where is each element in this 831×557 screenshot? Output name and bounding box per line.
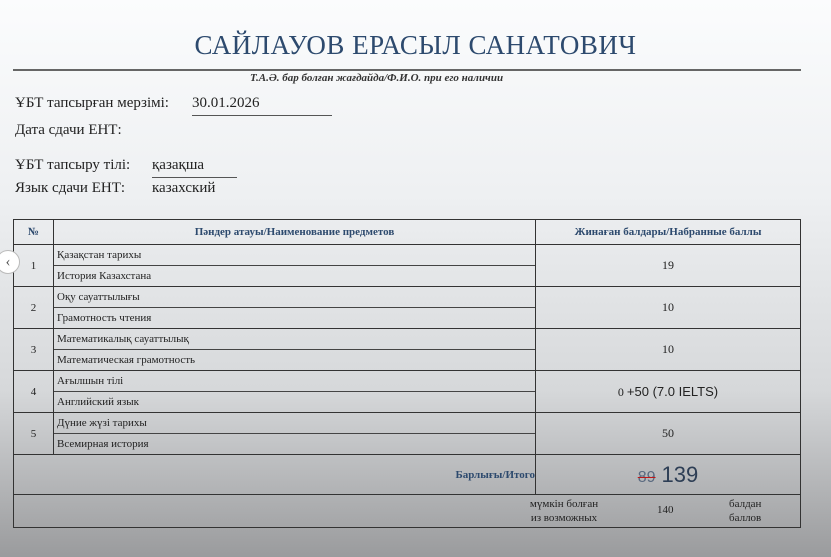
total-old-crossed: 89 [637, 468, 656, 486]
points-kz: балдан [729, 498, 762, 510]
total-row [14, 455, 801, 495]
possible-row [14, 495, 801, 528]
row-number: 3 [14, 329, 54, 371]
subject-kz: Қазақстан тарихы [54, 245, 535, 266]
score: 10 [536, 329, 801, 371]
chevron-left-icon: ‹ [5, 253, 11, 270]
score: 10 [536, 287, 801, 329]
lang-label-kz: ҰБТ тапсыру тілі: [15, 157, 131, 173]
subject-ru: История Казахстана [57, 270, 152, 282]
subject-kz: Оқу сауаттылығы [54, 287, 535, 308]
total-new: 139 [661, 461, 699, 487]
row-number: 1 [14, 245, 54, 287]
table-row [14, 245, 801, 287]
lang-value-kz: қазақша [152, 157, 237, 178]
possible-ru: из возможных [530, 512, 598, 524]
subject-kz: Ағылшын тілі [54, 371, 535, 392]
divider [13, 69, 801, 71]
subject-ru: Английский язык [57, 396, 139, 408]
date-value: 30.01.2026 [192, 95, 332, 116]
subject-kz: Математикалық сауаттылық [54, 329, 535, 350]
row-number: 4 [14, 371, 54, 413]
subject-ru: Грамотность чтения [57, 312, 152, 324]
score-cell [536, 371, 801, 413]
subject-ru: Математическая грамотность [57, 354, 196, 366]
date-label-ru: Дата сдачи ЕНТ: [15, 122, 122, 138]
header-number: № [14, 220, 54, 245]
scores-table [13, 219, 801, 528]
table-header [14, 220, 801, 245]
student-name: САЙЛАУОВ ЕРАСЫЛ САНАТОВИЧ [194, 30, 637, 60]
points-ru: баллов [729, 512, 762, 524]
possible-kz: мүмкін болған [529, 498, 599, 510]
table-row [14, 371, 801, 413]
table-row [14, 287, 801, 329]
total-score-cell [536, 455, 801, 495]
table-row [14, 413, 801, 455]
possible-value: 140 [657, 504, 674, 516]
score: 50 [536, 413, 801, 455]
subject-kz: Дүние жүзі тарихы [54, 413, 535, 434]
subject-ru: Всемирная история [57, 438, 149, 450]
name-caption: Т.А.Ә. бар болған жағдайда/Ф.И.О. при его наличии [250, 72, 504, 84]
total-label: Барлығы/Итого [14, 455, 536, 495]
row-number: 5 [14, 413, 54, 455]
score: 19 [536, 245, 801, 287]
header-score: Жинаған балдары/Набранные баллы [536, 220, 801, 245]
table-row [14, 329, 801, 371]
header-subject: Пәндер атауы/Наименование предметов [54, 220, 536, 245]
date-label-kz: ҰБТ тапсырған мерзімі: [15, 95, 169, 111]
lang-value-ru: казахский [152, 180, 216, 196]
score: 0 [617, 384, 624, 399]
score-note: +50 (7.0 IELTS) [626, 383, 719, 399]
row-number: 2 [14, 287, 54, 329]
lang-label-ru: Язык сдачи ЕНТ: [15, 180, 126, 196]
